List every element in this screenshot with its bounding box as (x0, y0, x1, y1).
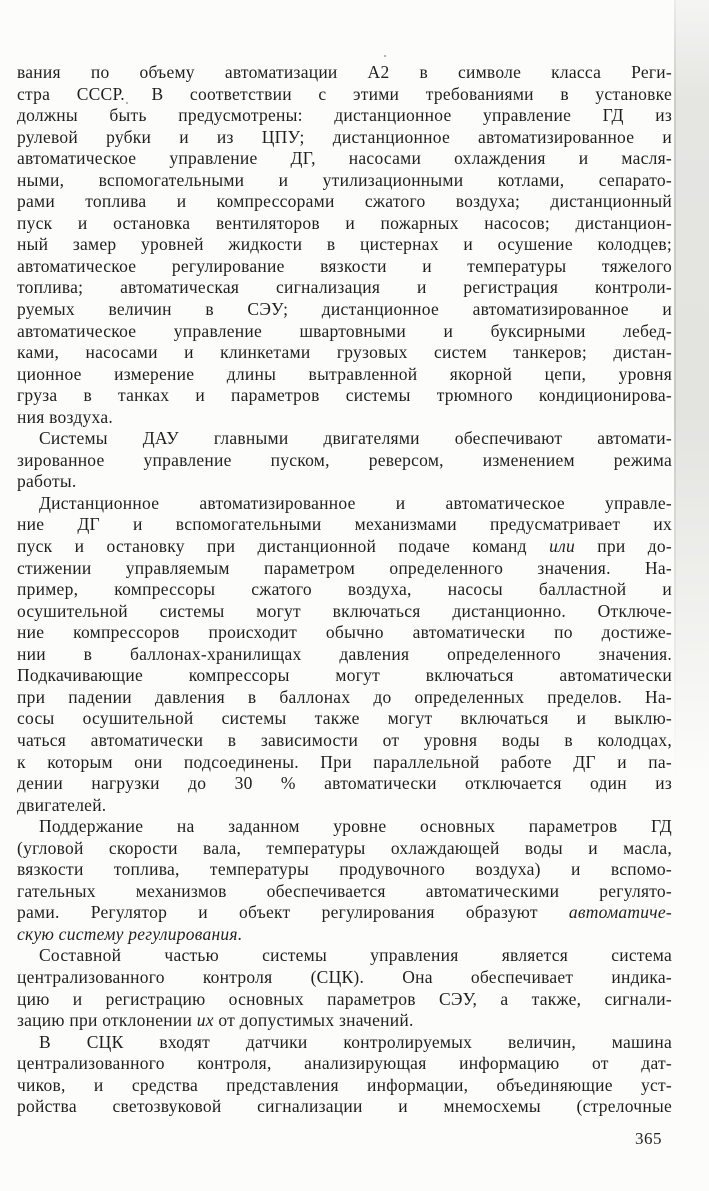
text-line: чиков, и средства представления информации, объединяющие уст- (17, 1074, 672, 1095)
paragraph (17, 816, 672, 945)
text-line: пуск и остановка вентиляторов и пожарных насосов; дистанцион- (17, 212, 672, 233)
text-line (17, 536, 672, 558)
text-line: работы. (17, 471, 77, 492)
text-line: руемых величин в СЭУ; дистанционное автоматизированное и (17, 299, 672, 320)
text-line: пример, компрессоры сжатого воздуха, насосы балластной и (17, 579, 672, 600)
emphasis-text: скую систему регулирования. (17, 923, 243, 944)
text-line: Составной частью системы управления является система (39, 945, 672, 966)
text-line: вания по объему автоматизации А2 в символе класса Реги- (17, 62, 672, 82)
text-line: ние компрессоров происходит обычно автоматически по достиже- (17, 622, 672, 643)
text-line: ние ДГ и вспомогательными механизмами предусматривает их (17, 514, 672, 535)
plain-text: зацию при отклонении (17, 1010, 197, 1031)
paragraph (17, 1032, 672, 1118)
text-line: (угловой скорости вала, температуры охлаждающей воды и масла, (17, 837, 672, 858)
paragraph (17, 428, 672, 493)
page-edge-line (674, 0, 676, 820)
text-line: централизованного контроля (СЦК). Она обеспечивает индика- (17, 966, 672, 987)
text-line: сосы осушительной системы также могут включаться и выклю- (17, 708, 672, 729)
emphasis-text: автоматиче- (568, 902, 672, 923)
text-line: к которым они подсоединены. При параллельной работе ДГ и па- (17, 751, 672, 772)
text-line: гательных механизмов обеспечивается автоматическими регулято- (17, 880, 672, 901)
text-line: автоматическое управление ДГ, насосами охлаждения и масля- (17, 148, 672, 169)
text-line: В СЦК входят датчики контролируемых величин, машина (39, 1031, 672, 1052)
text-line: Дистанционное автоматизированное и автоматическое управле- (39, 492, 672, 513)
text-line (17, 902, 672, 924)
page-edge-shadow (676, 0, 709, 820)
text-line: Поддержание на заданном уровне основных параметров ГД (39, 816, 672, 837)
text-line (17, 924, 672, 946)
text-line: ными, вспомогательными и утилизационными котлами, сепарато- (17, 169, 672, 190)
text-line: Подкачивающие компрессоры могут включаться автоматически (17, 665, 672, 686)
text-line: чаться автоматически в зависимости от уровня воды в колодцах, (17, 729, 672, 750)
plain-text: рами. Регулятор и объект регулирования образуют (17, 902, 569, 923)
page-number: 365 (635, 1129, 662, 1148)
text-line: двигателей. (17, 794, 107, 815)
text-line: рами топлива и компрессорами сжатого воздуха; дистанционный (17, 191, 672, 212)
paragraph (17, 945, 672, 1031)
text-line: цию и регистрацию основных параметров СЭУ, а также, сигнали- (17, 988, 672, 1009)
text-line: стра СССР. В соответствии с этими требованиями в установке (17, 83, 672, 104)
plain-text: от допустимых значений. (213, 1010, 414, 1031)
text-line: топлива; автоматическая сигнализация и регистрация контроли- (17, 277, 672, 298)
text-line: вязкости топлива, температуры продувочного воздуха) и вспомо- (17, 859, 672, 880)
text-line: централизованного контроля, анализирующая информацию от дат- (17, 1053, 672, 1074)
text-line (17, 1010, 672, 1032)
text-line: зированное управление пуском, реверсом, изменением режима (17, 449, 672, 470)
text-line: должны быть предусмотрены: дистанционное управление ГД из (17, 105, 672, 126)
text-line: дении нагрузки до 30 % автоматически отключается один из (17, 773, 672, 794)
text-line: ройства светозвуковой сигнализации и мнемосхемы (стрелочные (17, 1096, 672, 1117)
text-line: ния воздуха. (17, 406, 113, 427)
text-line: при падении давления в баллонах до определенных пределов. На- (17, 686, 672, 707)
plain-text: при до- (575, 536, 672, 557)
text-line: нии в баллонах-хранилищах давления определенного значения. (17, 643, 672, 664)
text-line: ционное измерение длины вытравленной якорной цепи, уровня (17, 363, 672, 384)
text-line: стижении управляемым параметром определенного значения. На- (17, 557, 672, 578)
text-line: Системы ДАУ главными двигателями обеспечивают автомати- (39, 428, 672, 449)
paragraph (17, 62, 672, 428)
plain-text: пуск и остановку при дистанционной подаче команд (17, 536, 550, 557)
emphasis-text: или (549, 536, 575, 557)
text-line: автоматическое регулирование вязкости и температуры тяжелого (17, 255, 672, 276)
text-line: ками, насосами и клинкетами грузовых систем танкеров; дистан- (17, 342, 672, 363)
text-line: рулевой рубки и из ЦПУ; дистанционное автоматизированное и (17, 126, 672, 147)
text-line: осушительной системы могут включаться дистанционно. Отключе- (17, 600, 672, 621)
scan-speck (384, 55, 386, 57)
text-line: ный замер уровней жидкости в цистернах и осушение колодцев; (17, 234, 672, 255)
text-block (17, 62, 672, 1118)
paragraph (17, 493, 672, 816)
text-line: груза в танках и параметров системы трюмного кондиционирова- (17, 385, 672, 406)
text-line: автоматическое управление швартовными и буксирными лебед- (17, 320, 672, 341)
emphasis-text: их (196, 1010, 214, 1031)
